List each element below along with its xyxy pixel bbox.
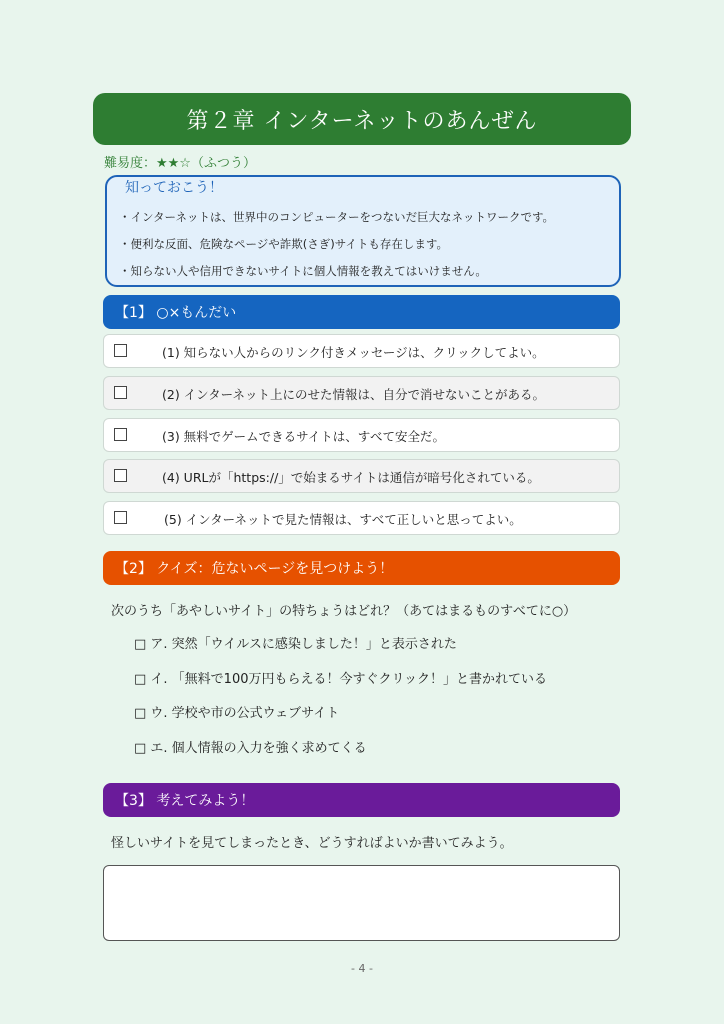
page-number: - 4 - <box>351 962 373 975</box>
info-title: 知っておこう！ <box>125 180 223 196</box>
section-1-header: 【1】 ○×もんだい <box>103 295 620 329</box>
difficulty-label: 難易度：★★☆（ふつう） <box>104 156 256 171</box>
answer-checkbox[interactable] <box>114 428 127 441</box>
quiz-option[interactable]: □ エ. 個人情報の入力を強く求めてくる <box>134 741 367 756</box>
quiz-option[interactable]: □ ア. 突然「ウイルスに感染しました！」と表示された <box>134 637 457 652</box>
section-3-header: 【3】 考えてみよう！ <box>103 783 620 817</box>
question-row <box>103 501 620 535</box>
question-row <box>103 334 620 368</box>
chapter-title: 第２章 インターネットのあんぜん <box>93 93 631 145</box>
info-line: ・インターネットは、世界中のコンピューターをつないだ巨大なネットワークです。 <box>119 210 555 224</box>
question-row <box>103 376 620 410</box>
answer-checkbox[interactable] <box>114 511 127 524</box>
answer-checkbox[interactable] <box>114 386 127 399</box>
think-question: 怪しいサイトを見てしまったとき、どうすればよいか書いてみよう。 <box>111 836 513 851</box>
question-text: (2) インターネット上にのせた情報は、自分で消せないことがある。 <box>162 387 546 402</box>
quiz-question: 次のうち「あやしいサイト」の特ちょうはどれ？（あてはまるものすべてに○） <box>111 604 577 619</box>
section-2-header: 【2】 クイズ：危ないページを見つけよう！ <box>103 551 620 585</box>
answer-checkbox[interactable] <box>114 344 127 357</box>
question-text: (5) インターネットで見た情報は、すべて正しいと思ってよい。 <box>164 512 522 527</box>
question-row <box>103 418 620 452</box>
quiz-option[interactable]: □ イ. 「無料で100万円もらえる！今すぐクリック！」と書かれている <box>134 672 547 687</box>
question-text: (1) 知らない人からのリンク付きメッセージは、クリックしてよい。 <box>162 345 545 360</box>
info-line: ・便利な反面、危険なページや詐欺(さぎ)サイトも存在します。 <box>119 237 449 251</box>
question-text: (3) 無料でゲームできるサイトは、すべて安全だ。 <box>162 429 446 444</box>
info-line: ・知らない人や信用できないサイトに個人情報を教えてはいけません。 <box>119 264 487 278</box>
answer-textbox[interactable] <box>103 865 620 941</box>
info-box <box>105 175 621 287</box>
answer-checkbox[interactable] <box>114 469 127 482</box>
question-row <box>103 459 620 493</box>
quiz-option[interactable]: □ ウ. 学校や市の公式ウェブサイト <box>134 706 340 721</box>
question-text: (4) URLが「https://」で始まるサイトは通信が暗号化されている。 <box>162 470 540 485</box>
